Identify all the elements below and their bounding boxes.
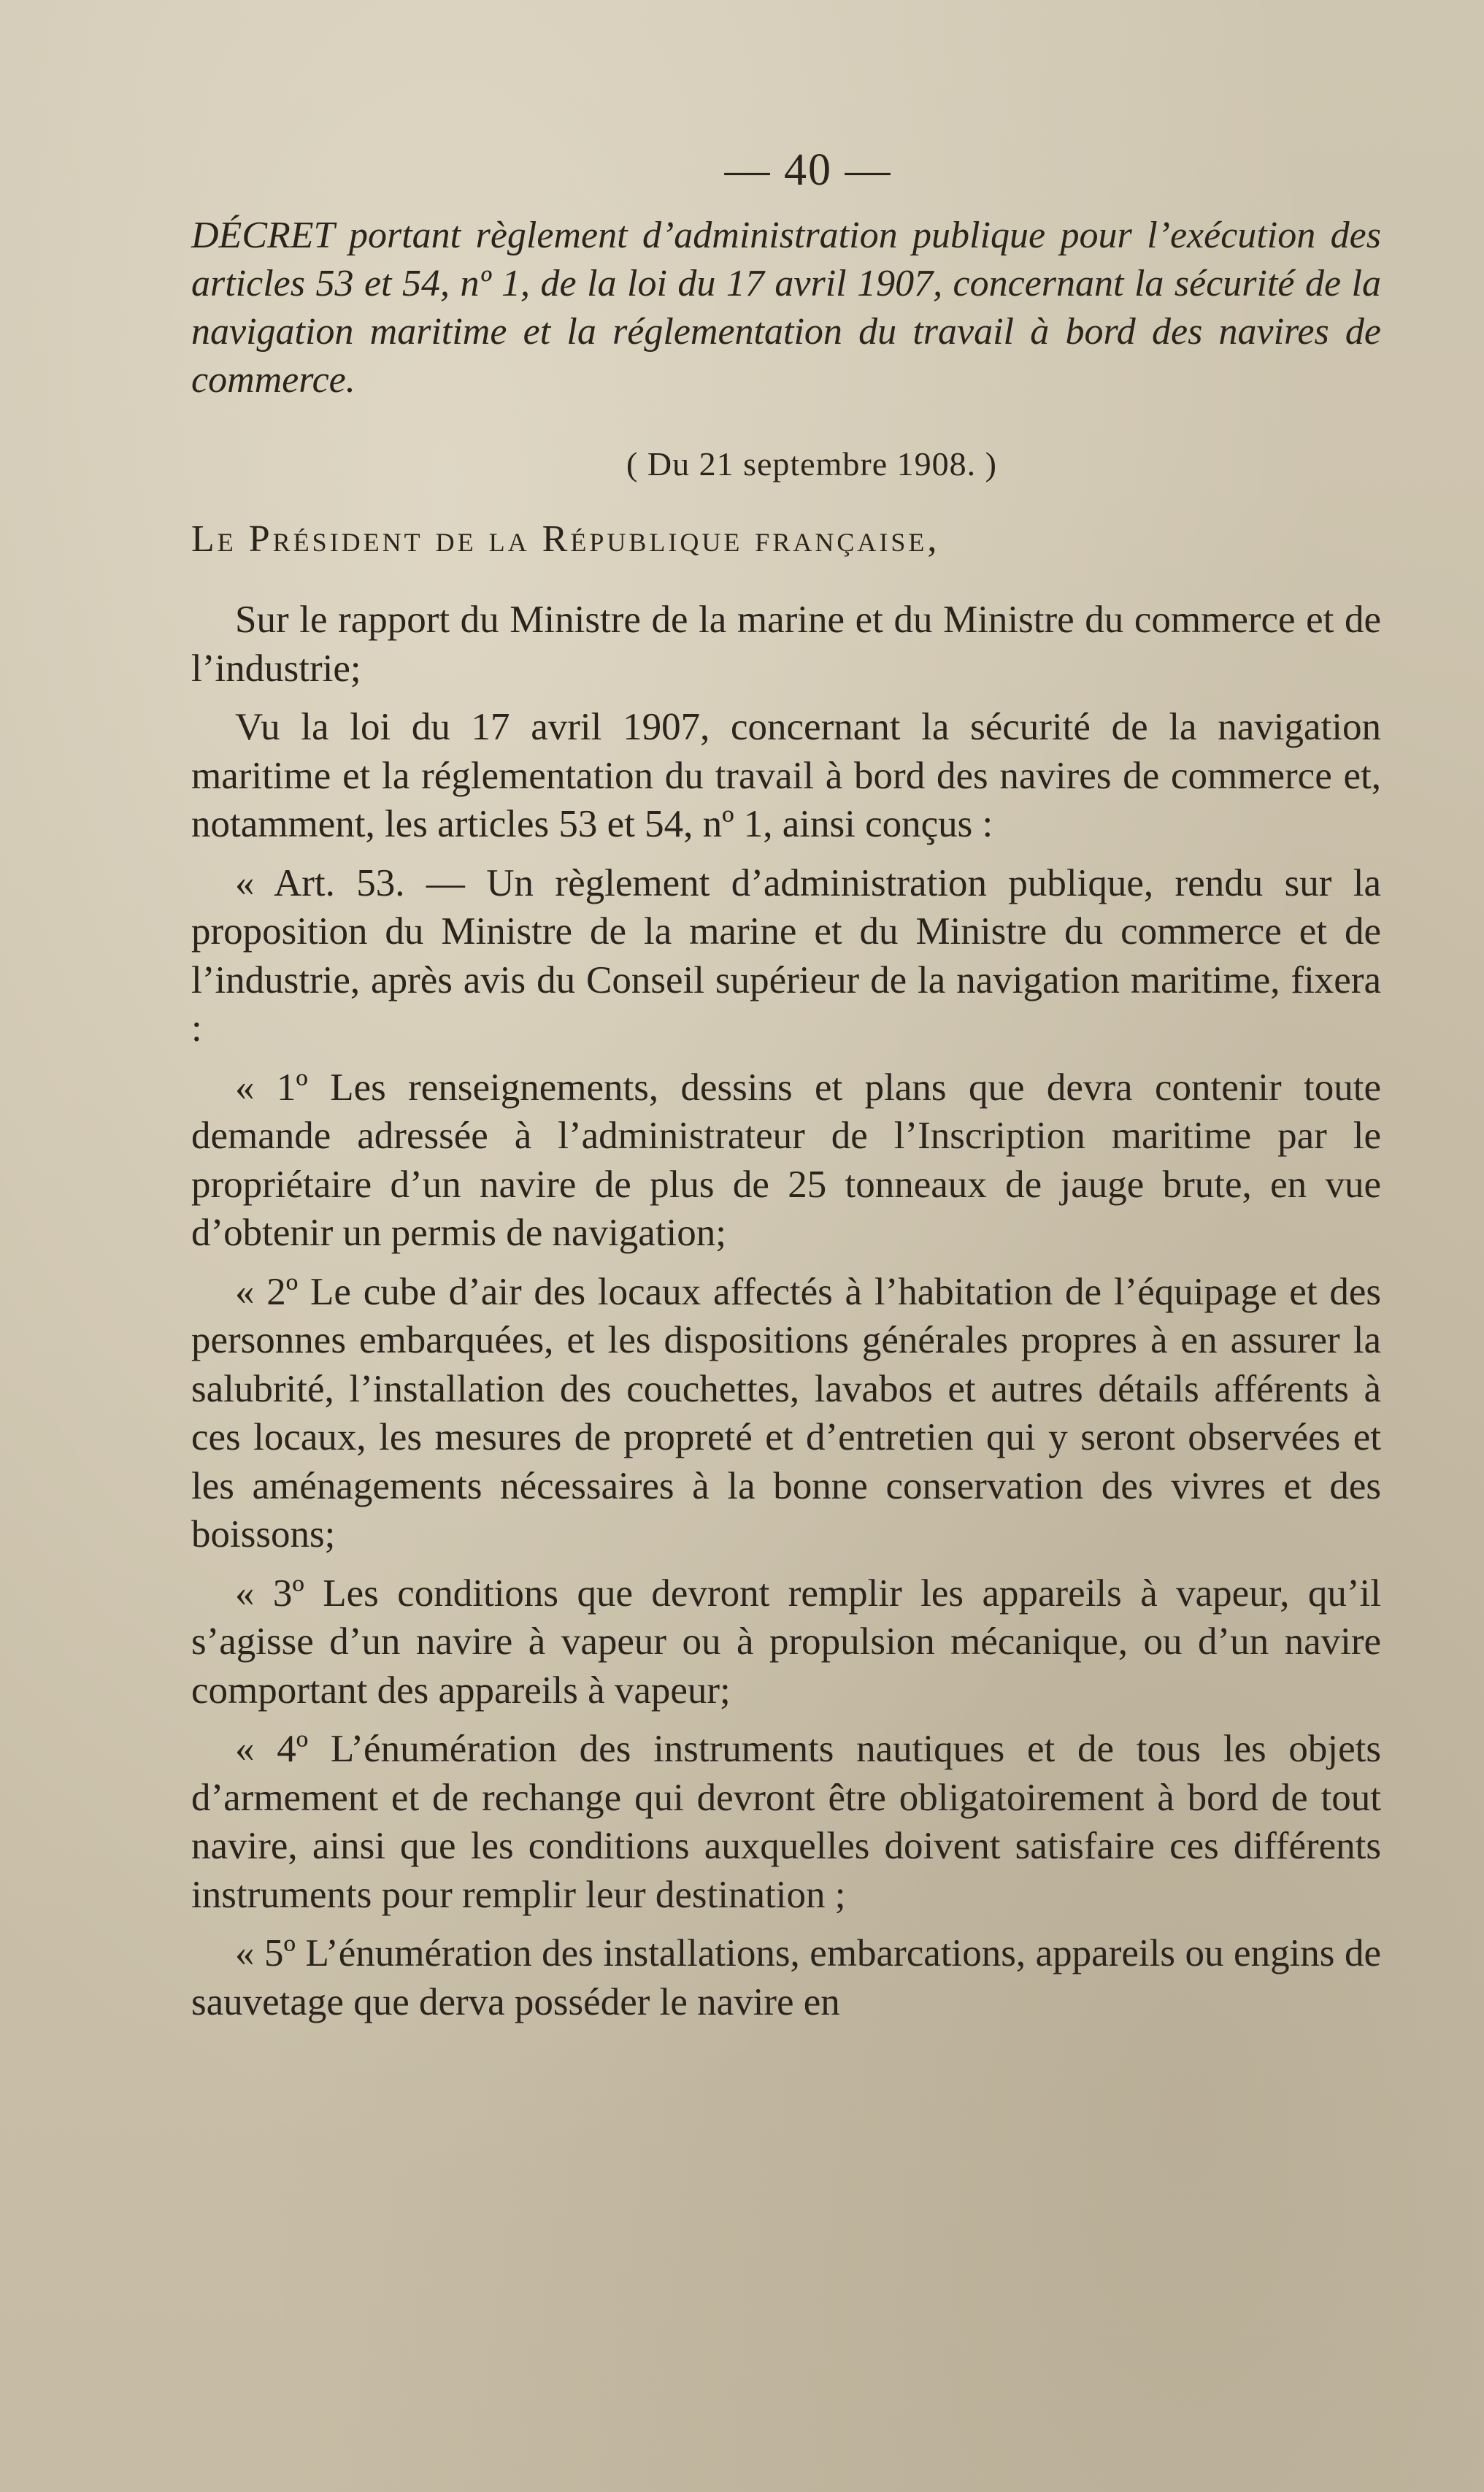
paragraph-article-53: « Art. 53. — Un règlement d’administration publique, rendu sur la proposition du Ministre de la marine et du Ministre du commerce et de l’industrie, après avis du Conseil supérieur de la navigation maritime, fixera : xyxy=(191,861,1381,1050)
paragraph-item-5: « 5º L’énumération des installations, embarcations, appareils ou engins de sauvetage que derva posséder le navire en xyxy=(191,1932,1381,2023)
page-content xyxy=(191,139,1381,2037)
paragraph-rapport: Sur le rapport du Ministre de la marine et du Ministre du commerce et de l’industrie; xyxy=(191,599,1381,690)
paragraph-item-2: « 2º Le cube d’air des locaux affectés à l’habitation de l’équipage et des personnes embarquées, et les dispositions générales propres à en assurer la salubrité, l’installation des couchettes, lavabos et autres détails afférents à ces locaux, les mesures de propreté et d’entretien qui y seront observées et les aménagements nécessaires à la bonne conservation des vivres et des boissons; xyxy=(191,1270,1381,1555)
paragraph-item-4: « 4º L’énumération des instruments nautiques et de tous les objets d’armement et de rechange qui devront être obligatoirement à bord de tout navire, ainsi que les conditions auxquelles doivent satisfaire ces différents instruments pour remplir leur destination ; xyxy=(191,1728,1381,1916)
paragraph-item-1: « 1º Les renseignements, dessins et plans que devra contenir toute demande adressée à l’administrateur de l’Inscription maritime par le propriétaire d’un navire de plus de 25 tonneaux de jauge brute, en vue d’obtenir un permis de navigation; xyxy=(191,1066,1381,1254)
paragraph-vu-la-loi: Vu la loi du 17 avril 1907, concernant la sécurité de la navigation maritime et la réglementation du travail à bord des navires de commerce et, notamment, les articles 53 et 54, nº 1, ainsi conçus : xyxy=(191,706,1381,845)
paragraph-item-3: « 3º Les conditions que devront remplir les appareils à vapeur, qu’il s’agisse d’un navire à vapeur ou à propulsion mécanique, ou d’un navire comportant des appareils à vapeur; xyxy=(191,1572,1381,1712)
page-number: — 40 — xyxy=(724,145,892,195)
decree-date: ( Du 21 septembre 1908. ) xyxy=(626,445,997,482)
decree-title xyxy=(191,212,1381,404)
president-heading: Le Président de la République française, xyxy=(191,518,940,560)
decree-title-text: DÉCRET portant règlement d’administration publique pour l’exécution des articles 53 et 54, nº 1, de la loi du 17 avril 1907, concernant la sécurité de la navigation maritime et la réglementation du travail à bord des navires de commerce. xyxy=(191,215,1381,401)
